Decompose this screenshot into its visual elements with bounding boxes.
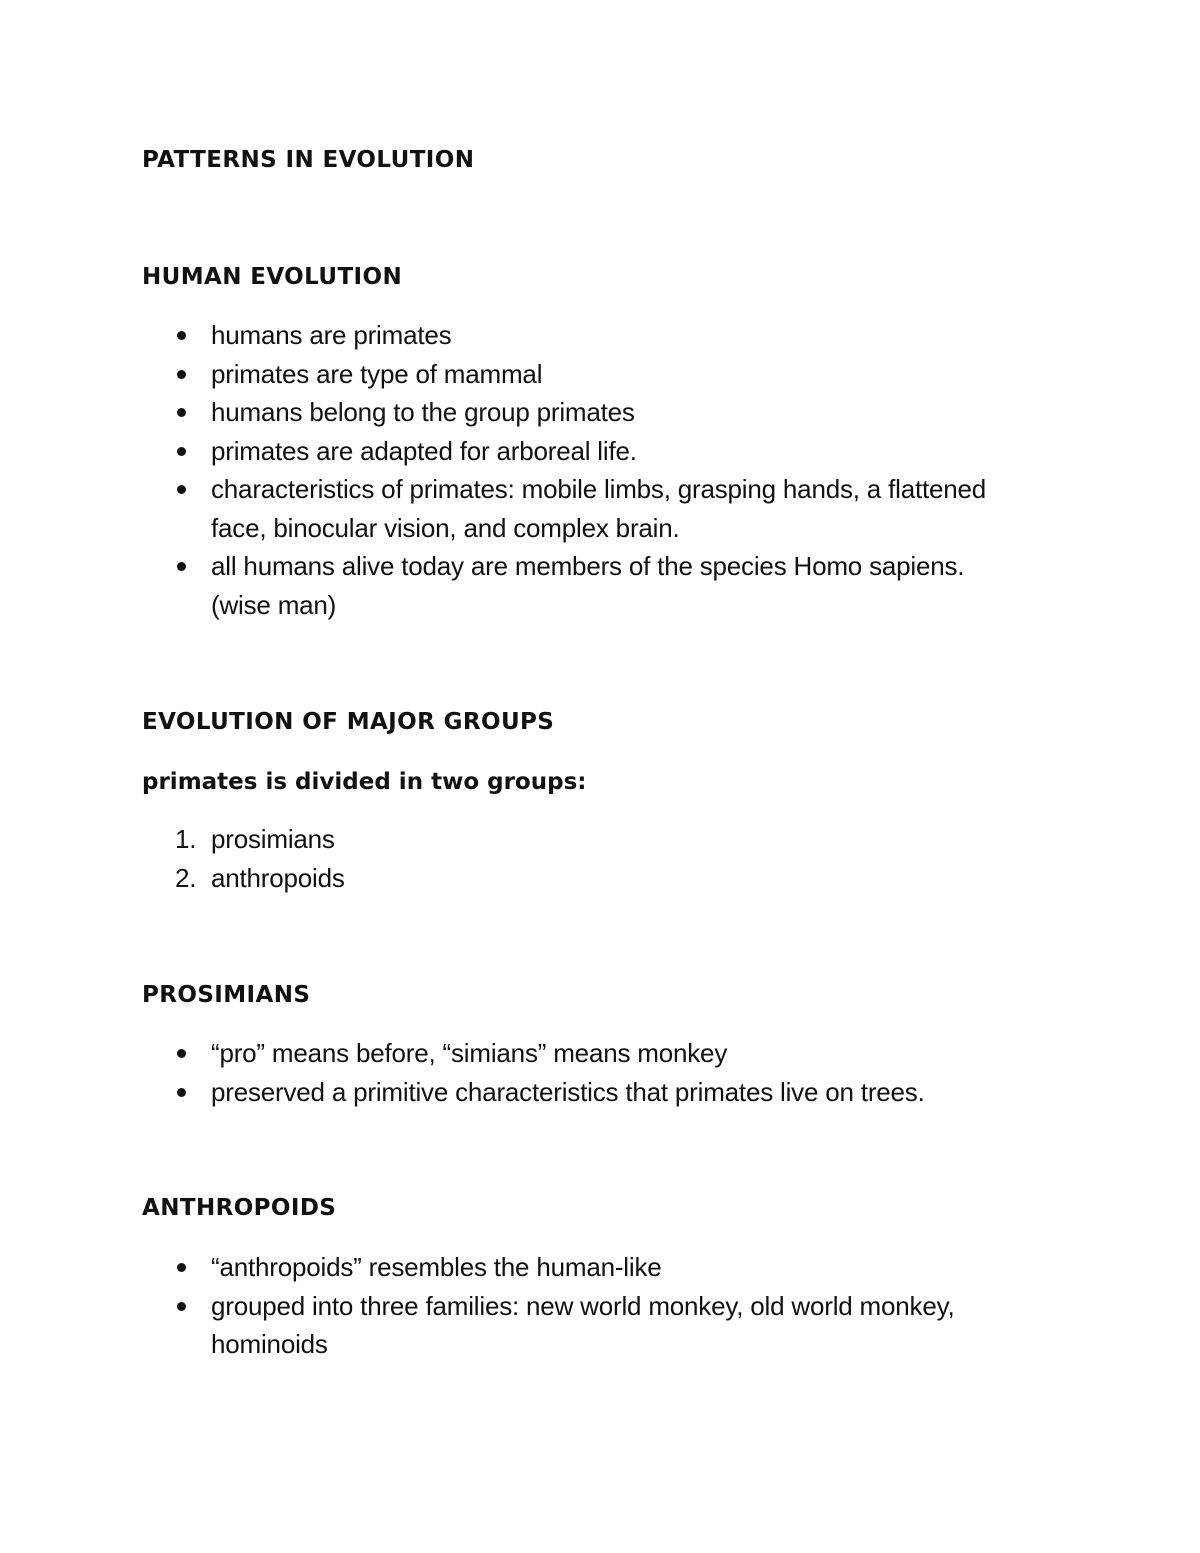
major-groups-list xyxy=(0,820,1200,897)
list-item-text: humans belong to the group primates xyxy=(211,397,635,427)
bullet-icon xyxy=(177,447,186,456)
list-item xyxy=(0,355,1001,394)
list-item-text: preserved a primitive characteristics that primates live on trees. xyxy=(211,1076,925,1107)
list-number: 2. xyxy=(175,862,197,893)
list-item-text: characteristics of primates: mobile limbs, grasping hands, a flattened face, binocular vision, and complex brain. xyxy=(211,474,987,543)
list-item-text: primates are type of mammal xyxy=(211,358,543,389)
list-item-text: grouped into three families: new world monkey, old world monkey, hominoids xyxy=(211,1290,955,1359)
document-title: PATTERNS IN EVOLUTION xyxy=(142,147,475,173)
list-item xyxy=(0,1034,1001,1073)
bullet-icon xyxy=(177,485,186,494)
list-item xyxy=(0,547,1001,624)
list-number: 1. xyxy=(175,824,197,854)
list-item-text: humans are primates xyxy=(211,320,452,350)
human-evolution-list xyxy=(0,316,1200,624)
list-item-text: anthropoids xyxy=(211,862,345,893)
list-item-text: primates are adapted for arboreal life. xyxy=(211,435,637,466)
section-heading-human-evolution: HUMAN EVOLUTION xyxy=(142,264,403,290)
list-item xyxy=(0,316,1001,355)
list-item xyxy=(0,393,1001,432)
section-heading-anthropoids: ANTHROPOIDS xyxy=(142,1195,337,1221)
list-item xyxy=(0,470,1001,547)
bullet-icon xyxy=(177,1263,186,1272)
list-item-text: “pro” means before, “simians” means monkey xyxy=(211,1038,728,1068)
bullet-icon xyxy=(177,370,186,379)
bullet-icon xyxy=(177,1088,186,1097)
major-groups-subheading: primates is divided in two groups: xyxy=(142,769,587,795)
list-item-text: prosimians xyxy=(211,824,335,854)
list-item xyxy=(0,1073,1111,1112)
list-item-text: “anthropoids” resembles the human-like xyxy=(211,1252,662,1282)
list-item xyxy=(0,432,1001,471)
list-item xyxy=(0,820,1001,859)
prosimians-list xyxy=(0,1034,1200,1111)
bullet-icon xyxy=(177,1302,186,1311)
bullet-icon xyxy=(177,562,186,571)
section-heading-major-groups: EVOLUTION OF MAJOR GROUPS xyxy=(142,709,555,735)
list-item xyxy=(0,1248,1001,1287)
bullet-icon xyxy=(177,331,186,340)
bullet-icon xyxy=(177,408,186,417)
section-heading-prosimians: PROSIMIANS xyxy=(142,982,311,1008)
list-item xyxy=(0,1287,1001,1364)
list-item-text: all humans alive today are members of the species Homo sapiens. (wise man) xyxy=(211,551,965,620)
list-item xyxy=(0,859,1001,898)
anthropoids-list xyxy=(0,1248,1200,1364)
bullet-icon xyxy=(177,1049,186,1058)
